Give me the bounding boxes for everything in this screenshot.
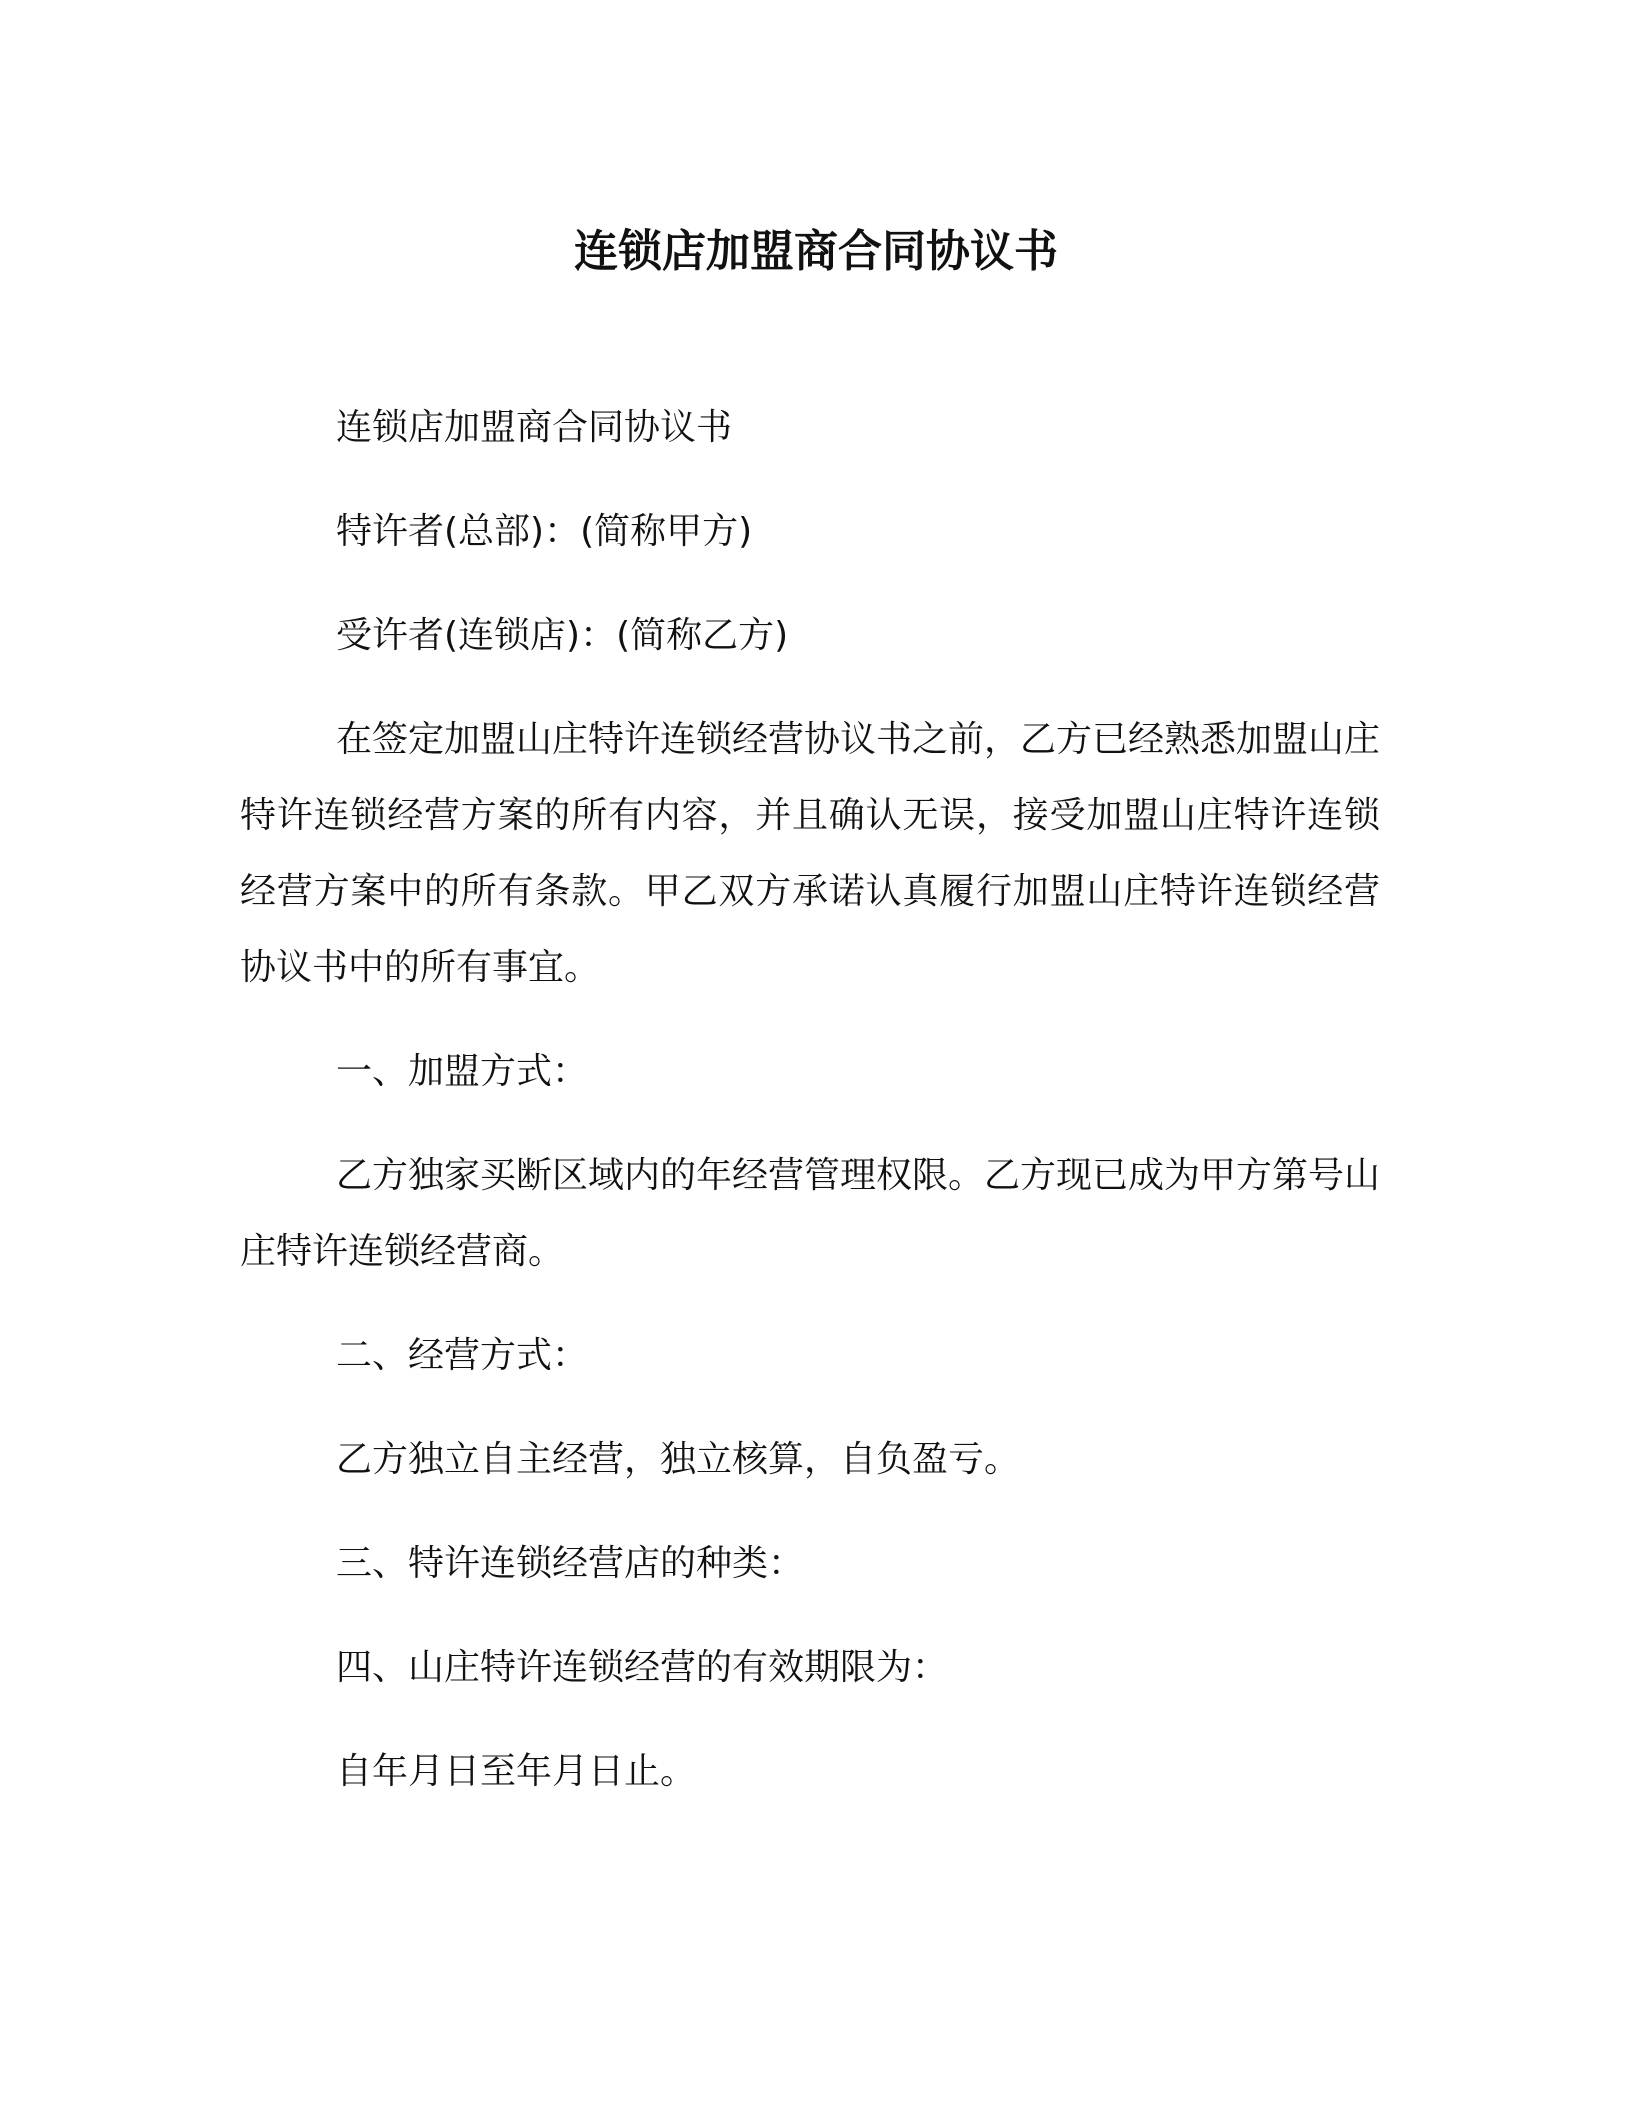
paragraph-section-2: 乙方独立自主经营，独立核算，自负盈亏。 bbox=[336, 1439, 1021, 1480]
paragraph-franchisor: 特许者(总部)：(简称甲方) bbox=[336, 511, 753, 552]
paragraph-preamble: 在签定加盟山庄特许连锁经营协议书之前，乙方已经熟悉加盟山庄特许连锁经营方案的所有内容，并且确认无误，接受加盟山庄特许连锁经营方案中的所有条款。甲乙双方承诺认真履行加盟山庄特许连锁经营协议书中的所有事宜。 bbox=[240, 719, 1381, 988]
document-body bbox=[240, 390, 1380, 1838]
paragraph-section-1: 乙方独家买断区域内的年经营管理权限。乙方现已成为甲方第号山庄特许连锁经营商。 bbox=[240, 1155, 1381, 1272]
paragraph-heading-repeat: 连锁店加盟商合同协议书 bbox=[336, 407, 733, 448]
section-heading-2: 二、经营方式： bbox=[336, 1335, 589, 1376]
section-heading-3: 三、特许连锁经营店的种类： bbox=[336, 1543, 805, 1584]
section-heading-1: 一、加盟方式： bbox=[336, 1051, 589, 1092]
paragraph-franchisee: 受许者(连锁店)：(简称乙方) bbox=[336, 615, 789, 656]
document-title: 连锁店加盟商合同协议书 bbox=[574, 226, 1058, 277]
paragraph-section-4: 自年月日至年月日止。 bbox=[336, 1751, 697, 1792]
section-heading-4: 四、山庄特许连锁经营的有效期限为： bbox=[336, 1647, 949, 1688]
